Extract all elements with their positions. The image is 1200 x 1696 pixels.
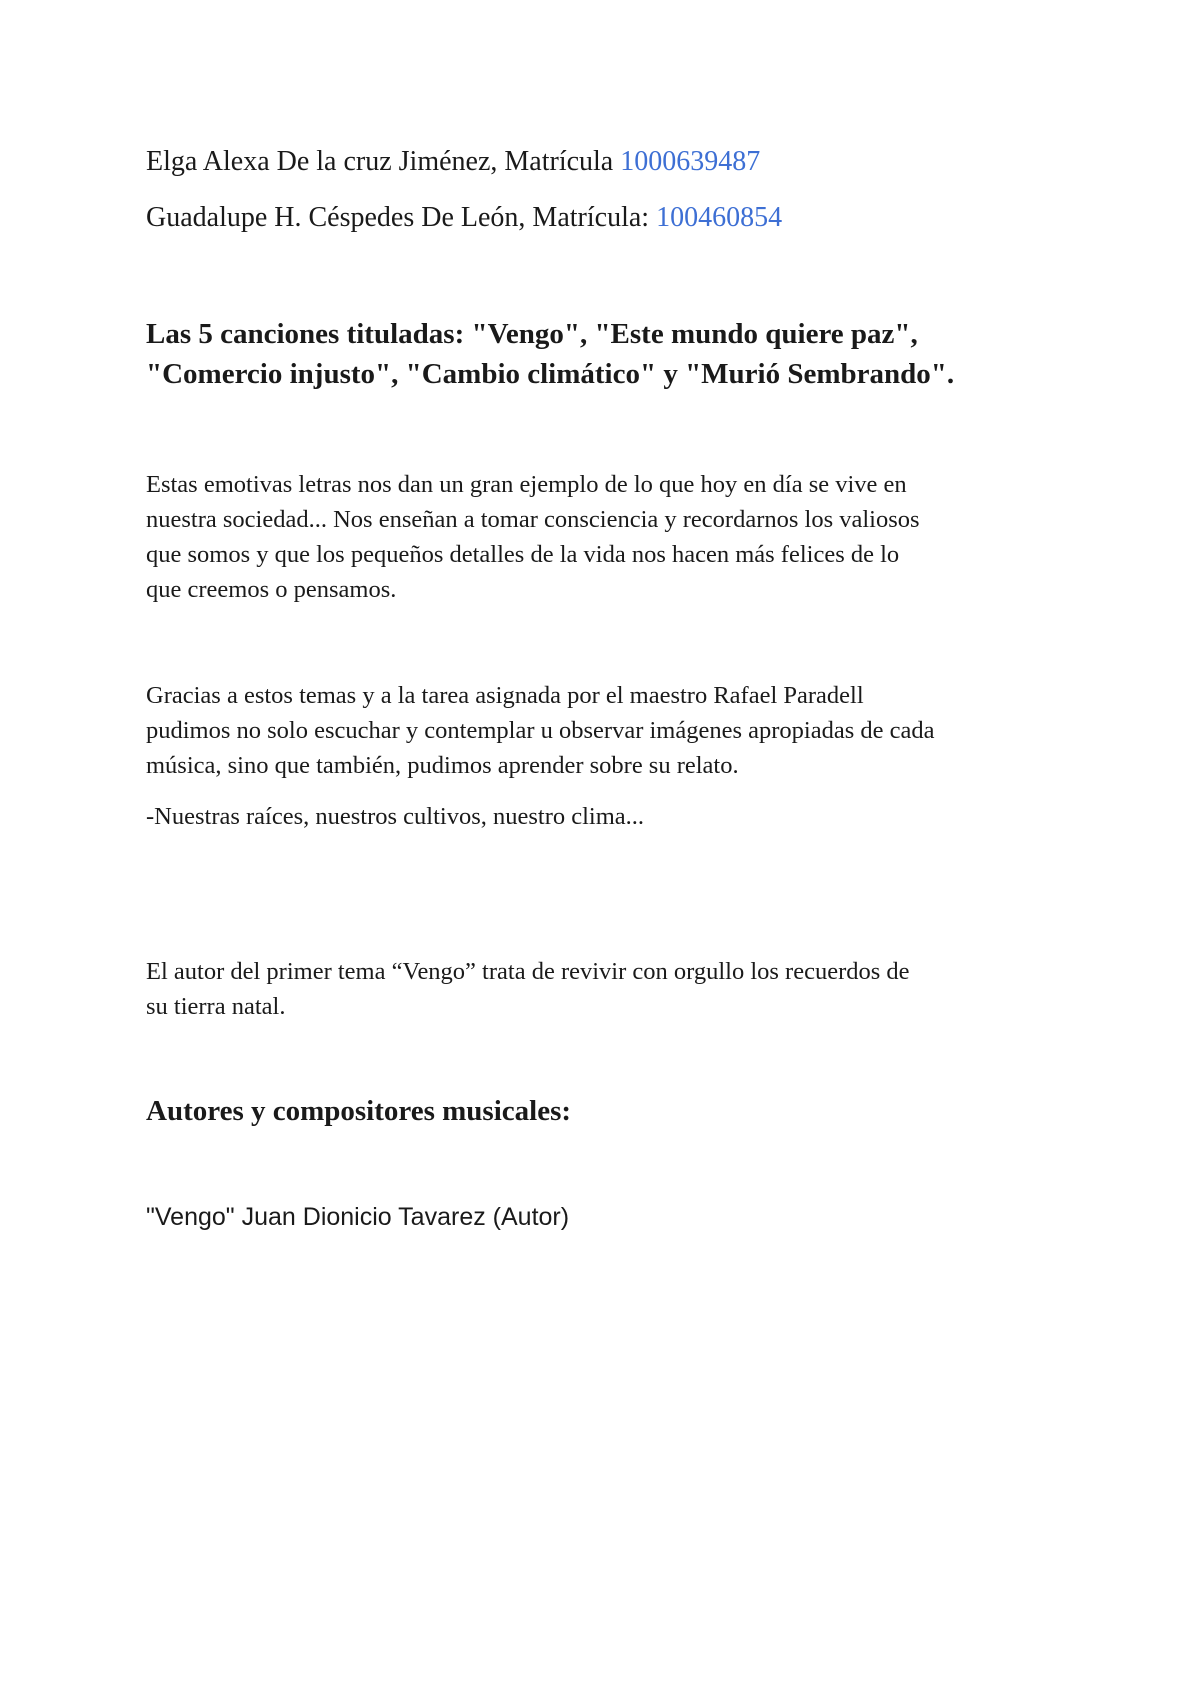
matricula-2: 100460854 (656, 202, 783, 233)
paragraph-vengo-line-2: su tierra natal. (146, 993, 286, 1020)
paragraph-intro-line-4: que creemos o pensamos. (146, 576, 397, 603)
paragraph-gracias-line-1: Gracias a estos temas y a la tarea asignada por el maestro Rafael Paradell (146, 682, 864, 709)
matricula-1: 1000639487 (620, 146, 761, 177)
author-name-2: Guadalupe H. Céspedes De León, Matrícula: (146, 202, 657, 233)
paragraph-gracias-line-2: pudimos no solo escuchar y contemplar u observar imágenes apropiadas de cada (146, 717, 935, 744)
songs-heading-line-1: Las 5 canciones tituladas: "Vengo", "Este mundo quiere paz", (146, 318, 918, 350)
paragraph-intro-line-2: nuestra sociedad... Nos enseñan a tomar consciencia y recordarnos los valiosos (146, 506, 920, 533)
paragraph-intro (146, 467, 1086, 607)
paragraph-vengo (146, 954, 1086, 1024)
paragraph-gracias (146, 678, 1086, 783)
author-line-1 (146, 146, 760, 178)
paragraph-raices (146, 799, 1086, 834)
songs-heading-line-2: "Comercio injusto", "Cambio climático" y "Murió Sembrando". (146, 358, 955, 390)
songs-heading (146, 314, 954, 394)
credit-line: "Vengo" Juan Dionicio Tavarez (Autor) (146, 1203, 570, 1231)
section-title: Autores y compositores musicales: (146, 1095, 572, 1127)
author-name-1: Elga Alexa De la cruz Jiménez, Matrícula (146, 146, 621, 177)
paragraph-raices-line: -Nuestras raíces, nuestros cultivos, nuestro clima... (146, 803, 645, 830)
paragraph-gracias-line-3: música, sino que también, pudimos aprender sobre su relato. (146, 752, 739, 779)
author-line-2 (146, 202, 782, 234)
paragraph-intro-line-1: Estas emotivas letras nos dan un gran ejemplo de lo que hoy en día se vive en (146, 471, 907, 498)
paragraph-vengo-line-1: El autor del primer tema “Vengo” trata de revivir con orgullo los recuerdos de (146, 958, 910, 985)
paragraph-intro-line-3: que somos y que los pequeños detalles de la vida nos hacen más felices de lo (146, 541, 900, 568)
